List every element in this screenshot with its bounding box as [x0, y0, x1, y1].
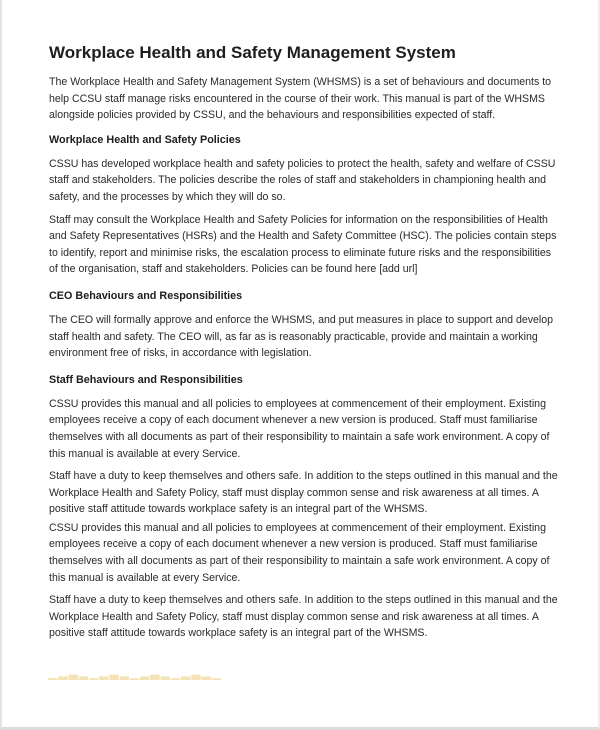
staff-paragraph-4: Staff have a duty to keep themselves and others safe. In addition to the steps outlined in this manual and the Workplace Health and Safety Policy, staff must display common sense and risk awareness at all times. A positive staff attitude towards workplace safety is an integral part of the WHSMS.: [49, 594, 558, 640]
document-body: [49, 42, 559, 648]
policies-paragraph-2: Staff may consult the Workplace Health and Safety Policies for information on the responsibilities of Health and Safety Representatives (HSRs) and the Health and Safety Committee (HSC). The policies contain steps to identify, report and minimise risks, the escalation process to eliminate future risks and the responsibilities of the organisation, staff and stakeholders. Policies can be found here [add url]: [49, 213, 557, 276]
intro-paragraph: The Workplace Health and Safety Management System (WHSMS) is a set of behaviours and documents to help CCSU staff manage risks encountered in the course of their work. This manual is part of the WHSMS alongside policies provided by CSSU, and the behaviours and responsibilities expected of staff.: [49, 76, 552, 122]
ceo-paragraph: The CEO will formally approve and enforce the WHSMS, and put measures in place to support and develop staff health and safety. The CEO will, as far as is reasonably practicable, provide and maintain a working environment free of risks, in accordance with legislation.: [49, 313, 554, 360]
staff-paragraph-2: Staff have a duty to keep themselves and others safe. In addition to the steps outlined in this manual and the Workplace Health and Safety Policy, staff must display common sense and risk awareness at all times. A positive staff attitude towards workplace safety is an integral part of the WHSMS.: [49, 470, 558, 516]
staff-paragraph-1: CSSU provides this manual and all policies to employees at commencement of their employment. Existing employees receive a copy of each document whenever a new version is produced. Staff must familiarise themselves with all documents as part of their responsibility to maintain a safe work environment. A copy of this manual is available at every Service.: [49, 397, 550, 460]
page-title: Workplace Health and Safety Management System: [49, 43, 456, 62]
section-heading-staff: Staff Behaviours and Responsibilities: [49, 373, 243, 386]
faint-watermark: ▁▂▃▂▁▂▃▂▁▂▃▂▁▂▃▂▁: [48, 666, 222, 680]
policies-paragraph-1: CSSU has developed workplace health and safety policies to protect the health, safety and welfare of CSSU staff and stakeholders. The policies describe the roles of staff and stakeholders in championing health and safety, and the processes by which they will do so.: [49, 157, 556, 203]
section-heading-ceo: CEO Behaviours and Responsibilities: [49, 289, 243, 302]
section-heading-policies: Workplace Health and Safety Policies: [49, 133, 241, 146]
staff-paragraph-3: CSSU provides this manual and all policies to employees at commencement of their employment. Existing employees receive a copy of each document whenever a new version is produced. Staff must familiarise themselves with all documents as part of their responsibility to maintain a safe work environment. A copy of this manual is available at every Service.: [49, 521, 550, 584]
